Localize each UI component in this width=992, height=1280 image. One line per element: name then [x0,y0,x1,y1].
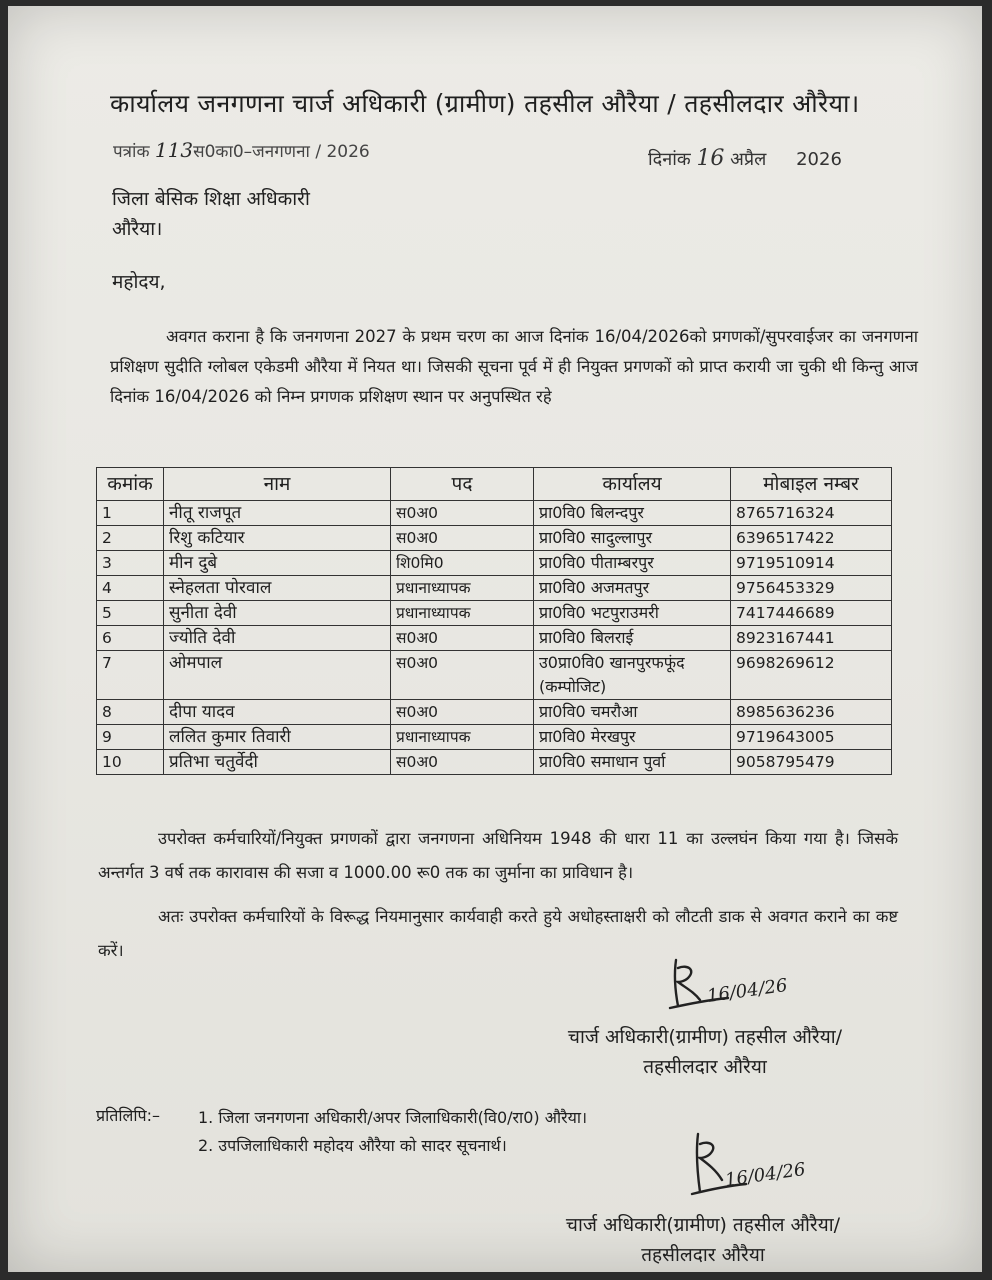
signatory-1-line2: तहसीलदार औरैया [643,1056,767,1078]
addressee [112,184,310,244]
cell-name: प्रतिभा चतुर्वेदी [164,750,391,775]
body-paragraph-1: अवगत कराना है कि जनगणना 2027 के प्रथम चरण का आज दिनांक 16/04/2026को प्रगणकों/सुपरवाईजर का जनगणना प्रशिक्षण सुदीति ग्लोबल एकेडमी औरैया में नियत था। जिसकी सूचना पूर्व में ही नियुक्त प्रगणकों को प्राप्त करायी जा चुकी थी किन्तु आज दिनांक 16/04/2026 को निम्न प्रगणक प्रशिक्षण स्थान पर अनुपस्थित रहे [110,327,918,406]
cell-serial: 6 [97,626,164,651]
header-name: नाम [164,468,391,501]
copy-to-label: प्रतिलिपि:– [96,1106,160,1125]
table-row [97,551,892,576]
cell-office: प्रा0वि0 मेरखपुर [534,725,731,750]
cell-name: नीतू राजपूत [164,501,391,526]
cell-office: प्रा0वि0 समाधान पुर्वा [534,750,731,775]
cell-mobile: 9719643005 [731,725,892,750]
cell-office: प्रा0वि0 चमरौआ [534,700,731,725]
salutation: महोदय, [112,271,166,293]
date-prefix: दिनांक [648,149,691,170]
addressee-line2: औरैया। [112,218,163,240]
cell-post: स0अ0 [391,526,534,551]
cell-mobile: 7417446689 [731,601,892,626]
cell-name: ललित कुमार तिवारी [164,725,391,750]
table-row [97,750,892,775]
cell-mobile: 8985636236 [731,700,892,725]
cell-mobile: 9719510914 [731,551,892,576]
ref-number-handwritten: 113 [154,138,194,162]
cell-mobile: 6396517422 [731,526,892,551]
header-serial: कमांक [97,468,164,501]
reference-number [113,138,370,162]
cell-name: ज्योति देवी [164,626,391,651]
signatory-2-line2: तहसीलदार औरैया [641,1244,765,1266]
letter-date [648,146,842,171]
absent-enumerators-table [96,467,892,775]
table-row [97,725,892,750]
cell-post: स0अ0 [391,651,534,700]
table-row [97,576,892,601]
office-heading: कार्यालय जनगणना चार्ज अधिकारी (ग्रामीण) तहसील औरैया / तहसीलदार औरैया। [110,89,860,118]
table-row [97,700,892,725]
signature-2-date: 16/04/26 [723,1158,807,1191]
cell-office: प्रा0वि0 बिलराई [534,626,731,651]
letter-page [8,6,982,1272]
cell-post: प्रधानाध्यापक [391,601,534,626]
cell-office: प्रा0वि0 अजमतपुर [534,576,731,601]
copy-to-list [198,1104,587,1160]
cell-office: उ0प्रा0वि0 खानपुरफफूंद (कम्पोजिट) [534,651,731,700]
signature-1-date: 16/04/26 [705,974,789,1007]
table-row [97,651,892,700]
table-row [97,501,892,526]
cell-serial: 10 [97,750,164,775]
header-office: कार्यालय [534,468,731,501]
header-post: पद [391,468,534,501]
header-mobile: मोबाइल नम्बर [731,468,892,501]
copy-to-item-2: 2. उपजिलाधिकारी महोदय औरैया को सादर सूचनार्थ। [198,1136,507,1155]
cell-name: मीन दुबे [164,551,391,576]
cell-post: स0अ0 [391,700,534,725]
cell-office: प्रा0वि0 पीताम्बरपुर [534,551,731,576]
cell-post: स0अ0 [391,626,534,651]
cell-serial: 5 [97,601,164,626]
cell-name: स्नेहलता पोरवाल [164,576,391,601]
copy-to-item-1: 1. जिला जनगणना अधिकारी/अपर जिलाधिकारी(वि0/रा0) औरैया। [198,1108,588,1127]
cell-post: शि0मि0 [391,551,534,576]
table-row [97,526,892,551]
cell-name: रिशु कटियार [164,526,391,551]
ref-prefix: पत्रांक [113,142,150,162]
body-paragraph-2: उपरोक्त कर्मचारियों/नियुक्त प्रगणकों द्वारा जनगणना अधिनियम 1948 की धारा 11 का उल्लघंन किया गया है। जिसके अन्तर्गत 3 वर्ष तक कारावास की सजा व 1000.00 रू0 तक का जुर्माना का प्राविधान है। [98,829,898,882]
cell-mobile: 9698269612 [731,651,892,700]
cell-mobile: 9756453329 [731,576,892,601]
cell-post: प्रधानाध्यापक [391,725,534,750]
cell-office: प्रा0वि0 सादुल्लापुर [534,526,731,551]
signatory-block-1 [530,1022,880,1082]
date-year: 2026 [796,149,842,170]
table-header-row [97,468,892,501]
signatory-1-line1: चार्ज अधिकारी(ग्रामीण) तहसील औरैया/ [567,1026,843,1048]
cell-serial: 1 [97,501,164,526]
signatory-2-line1: चार्ज अधिकारी(ग्रामीण) तहसील औरैया/ [565,1214,841,1236]
date-day-handwritten: 16 [696,146,725,171]
cell-post: प्रधानाध्यापक [391,576,534,601]
cell-serial: 7 [97,651,164,700]
cell-name: सुनीता देवी [164,601,391,626]
table-row [97,626,892,651]
cell-serial: 9 [97,725,164,750]
addressee-line1: जिला बेसिक शिक्षा अधिकारी [112,188,310,210]
table-row [97,601,892,626]
cell-mobile: 9058795479 [731,750,892,775]
signature-2 [668,1126,828,1204]
cell-name: ओमपाल [164,651,391,700]
cell-mobile: 8923167441 [731,626,892,651]
cell-serial: 4 [97,576,164,601]
signatory-block-2 [528,1210,878,1270]
cell-office: प्रा0वि0 बिलन्दपुर [534,501,731,526]
cell-office: प्रा0वि0 भटपुराउमरी [534,601,731,626]
date-month: अप्रैल [730,149,767,170]
signature-1 [648,948,808,1018]
cell-name: दीपा यादव [164,700,391,725]
cell-serial: 8 [97,700,164,725]
cell-serial: 3 [97,551,164,576]
body-paragraph-3: अतः उपरोक्त कर्मचारियों के विरूद्ध नियमानुसार कार्यवाही करते हुये अधोहस्ताक्षरी को लौटती डाक से अवगत कराने का कष्ट करें। [98,907,898,960]
cell-serial: 2 [97,526,164,551]
cell-post: स0अ0 [391,750,534,775]
ref-suffix: स0का0–जनगणना / 2026 [193,142,370,162]
cell-mobile: 8765716324 [731,501,892,526]
cell-post: स0अ0 [391,501,534,526]
